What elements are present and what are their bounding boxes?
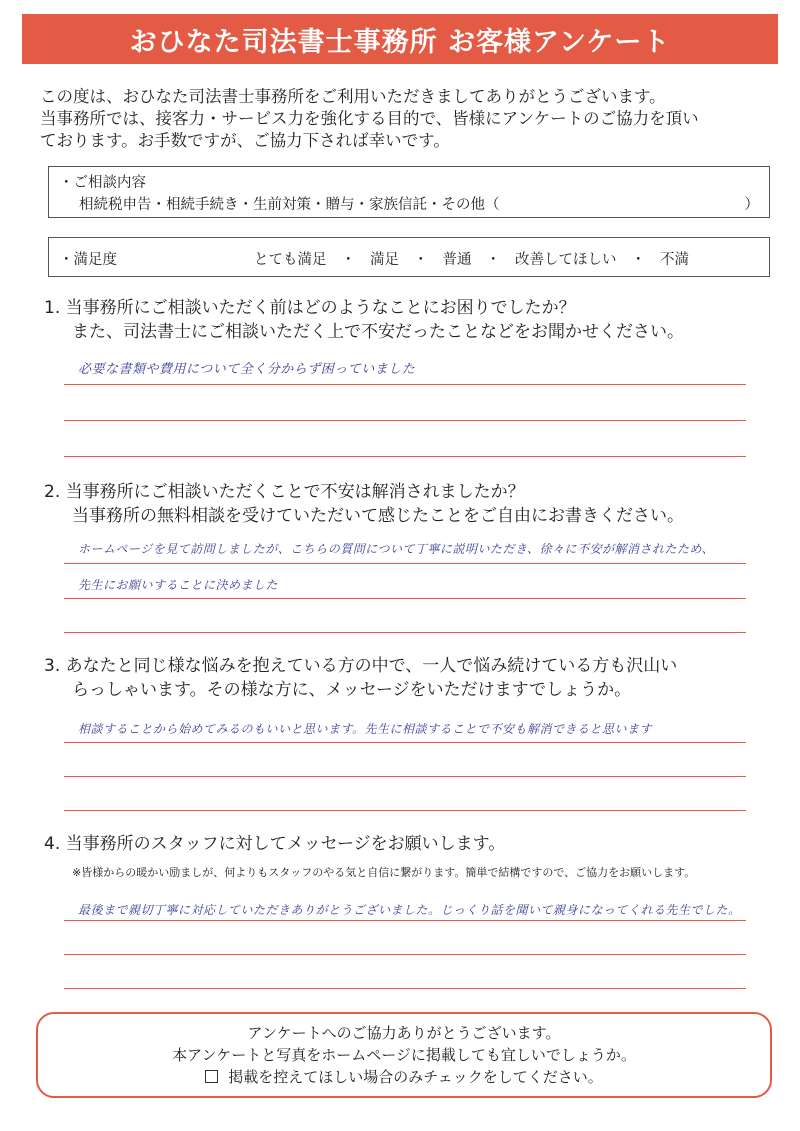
answer-line[interactable] [64, 776, 746, 777]
footer-thanks: アンケートへのご協力ありがとうございます。 [247, 1024, 561, 1042]
answer-handwriting: 相談することから始めてみるのもいいと思います。先生に相談することで不安も解消できると思います [78, 722, 653, 736]
intro-text [40, 86, 770, 152]
answer-line[interactable] [64, 456, 746, 457]
footer-box [36, 1012, 772, 1098]
question-text: 1. 当事務所にご相談いただく前はどのようなことにお困りでしたか？ [44, 298, 576, 318]
checkbox-label: 掲載を控えてほしい場合のみチェックをしてください。 [228, 1068, 603, 1086]
intro-line: この度は、おひなた司法書士事務所をご利用いただきましてありがとうございます。 [40, 87, 666, 106]
consultation-options[interactable]: 相続税申告・相続手続き・生前対策・贈与・家族信託・その他（ [79, 197, 500, 213]
answer-handwriting: ホームページを見て訪問しましたが、こちらの質問について丁寧に説明いただき、徐々に不安が解消されたため、 [78, 542, 715, 556]
answer-line[interactable] [64, 563, 746, 564]
satisfaction-label: ・満足度 [59, 252, 117, 268]
question-text: らっしゃいます。その様な方に、メッセージをいただけますでしょうか。 [72, 680, 632, 700]
footer-check-row [38, 1066, 770, 1088]
answer-line[interactable] [64, 632, 746, 633]
survey-title: おひなた司法書士事務所 お客様アンケート [22, 14, 778, 64]
intro-line: 当事務所では、接客力・サービス力を強化する目的で、皆様にアンケートのご協力を頂い [40, 109, 699, 128]
question-text: 4. 当事務所のスタッフに対してメッセージをお願いします。 [44, 834, 506, 854]
question-3 [44, 654, 774, 702]
answer-line[interactable] [64, 988, 746, 989]
answer-line[interactable] [64, 920, 746, 921]
answer-line[interactable] [64, 384, 746, 385]
question-text: 3. あなたと同じ様な悩みを抱えている方の中で、一人で悩み続けている方も沢山い [44, 656, 678, 676]
question-4 [44, 832, 774, 856]
answer-handwriting: 先生にお願いすることに決めました [78, 578, 279, 592]
question-2 [44, 480, 774, 528]
satisfaction-options[interactable]: とても満足 ・ 満足 ・ 普通 ・ 改善してほしい ・ 不満 [254, 252, 689, 268]
answer-line[interactable] [64, 810, 746, 811]
publish-opt-out-checkbox[interactable] [205, 1070, 218, 1083]
answer-line[interactable] [64, 598, 746, 599]
answer-handwriting: 必要な書類や費用について全く分からず困っていました [78, 362, 416, 377]
answer-line[interactable] [64, 954, 746, 955]
answer-handwriting: 最後まで親切丁寧に対応していただきありがとうございました。じっくり話を聞いて親身になってくれる先生でした。 [78, 903, 741, 917]
answer-line[interactable] [64, 420, 746, 421]
question-text: また、司法書士にご相談いただく上で不安だったことなどをお聞かせください。 [72, 322, 684, 342]
consultation-label: ・ご相談内容 [59, 175, 146, 191]
consultation-box [48, 166, 770, 218]
question-text: 当事務所の無料相談を受けていただいて感じたことをご自由にお書きください。 [72, 506, 684, 526]
consultation-close-paren: ） [744, 197, 759, 213]
satisfaction-box [48, 237, 770, 277]
question-1 [44, 296, 774, 344]
question-text: 2. 当事務所にご相談いただくことで不安は解消されましたか？ [44, 482, 525, 502]
footer-question: 本アンケートと写真をホームページに掲載しても宜しいでしょうか。 [172, 1046, 636, 1064]
intro-line: ております。お手数ですが、ご協力下されば幸いです。 [40, 131, 450, 150]
question-note: ※皆様からの暖かい励ましが、何よりもスタッフのやる気と自信に繋がります。簡単で結構ですので、ご協力をお願いします。 [72, 866, 696, 879]
answer-line[interactable] [64, 742, 746, 743]
